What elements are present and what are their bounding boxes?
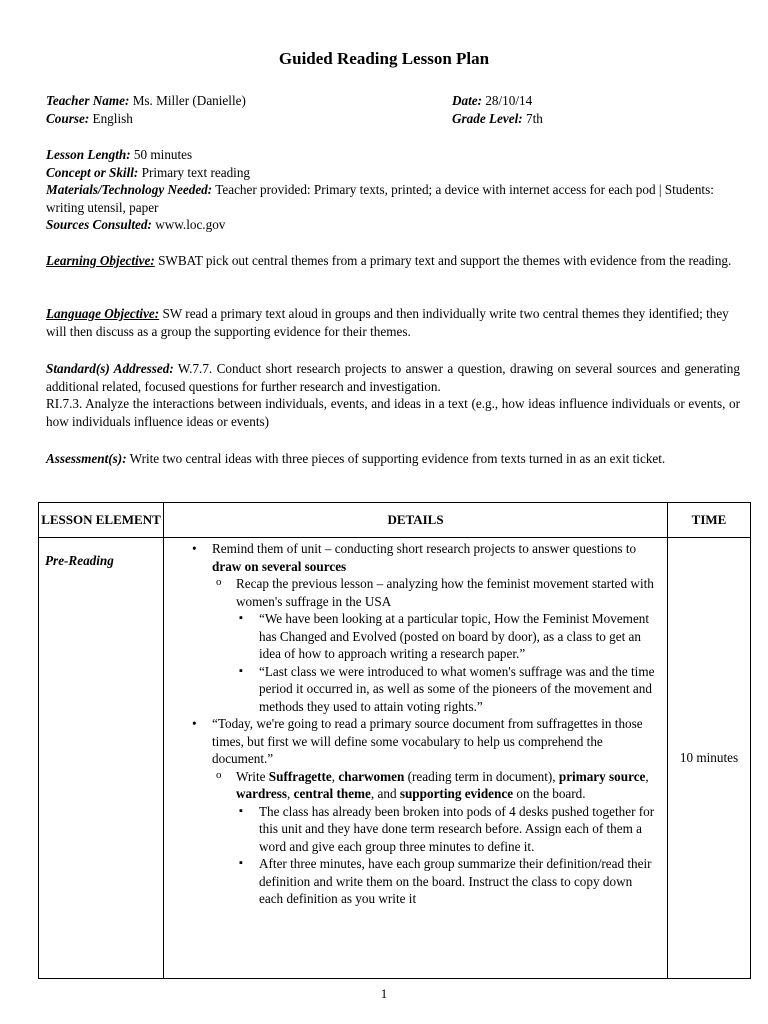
course-value: English bbox=[89, 111, 133, 126]
text: , bbox=[331, 768, 339, 784]
language-objective-label: Language Objective: bbox=[46, 306, 160, 321]
sources-label: Sources Consulted: bbox=[46, 217, 152, 232]
list-item: ▪ After three minutes, have each group summarize their definition/read their definition and write them on the board. Instruct the class to copy down each definition as you write it bbox=[259, 855, 659, 908]
list-item bbox=[212, 715, 659, 908]
list-item bbox=[212, 540, 659, 715]
materials bbox=[46, 181, 740, 216]
materials-value: Teacher provided: Primary texts, printed; a device with internet access for each pod | Students: writing utensil, paper bbox=[46, 182, 714, 215]
lesson-length-value: 50 minutes bbox=[130, 147, 193, 162]
page-number: 1 bbox=[380, 986, 388, 1001]
vocab-term: primary source bbox=[558, 768, 646, 784]
concept-skill bbox=[46, 164, 740, 182]
assessment-label: Assessment(s): bbox=[46, 451, 127, 466]
standard-w77 bbox=[46, 360, 740, 395]
date-line bbox=[452, 92, 532, 110]
lesson-info bbox=[46, 146, 740, 234]
teacher-value: Ms. Miller (Danielle) bbox=[129, 93, 246, 108]
lesson-table bbox=[38, 502, 751, 979]
list-item: ▪ “Last class we were introduced to what women's suffrage was and the time period it occurred in, as well as some of the pioneers of the movement and methods they used to attain voting rights.” bbox=[259, 663, 659, 716]
date-value: 28/10/14 bbox=[482, 93, 533, 108]
learning-objective-label: Learning Objective: bbox=[46, 253, 155, 268]
standards bbox=[46, 360, 740, 430]
concept-skill-label: Concept or Skill: bbox=[46, 164, 139, 180]
bullet-bold-text: draw on several sources bbox=[212, 558, 347, 574]
details-cell bbox=[164, 538, 668, 979]
sub-sub-list bbox=[236, 610, 659, 715]
course-label: Course: bbox=[46, 111, 90, 126]
details-list bbox=[164, 540, 659, 908]
date-label: Date: bbox=[452, 93, 483, 108]
document-title: Guided Reading Lesson Plan bbox=[278, 49, 490, 68]
lesson-length bbox=[46, 146, 740, 164]
time-cell: 10 minutes bbox=[668, 538, 751, 979]
sub-sub-list bbox=[236, 803, 659, 908]
course-line bbox=[46, 110, 740, 128]
sub-list bbox=[212, 768, 659, 908]
teacher-label: Teacher Name: bbox=[46, 93, 130, 108]
vocab-term: Suffragette bbox=[268, 768, 332, 784]
grade-value: 7th bbox=[522, 111, 543, 126]
text: , bbox=[287, 786, 294, 801]
standard-ri73: RI.7.3. Analyze the interactions between individuals, events, and ideas in a text (e.g., how ideas influence individuals or events, or how individuals influence ideas or events) bbox=[46, 396, 740, 429]
bullet-text: “Today, we're going to read a primary source document from suffragettes in those times, but first we will define some vocabulary to help us comprehend the document.” bbox=[212, 716, 643, 766]
assessment bbox=[46, 450, 740, 468]
lesson-length-label: Lesson Length: bbox=[46, 147, 131, 162]
language-objective-value: SW read a primary text aloud in groups and then individually write two central themes they identified; they will then discuss as a group the supporting evidence for their themes. bbox=[46, 306, 729, 339]
sources-value: www.loc.gov bbox=[151, 217, 226, 232]
bullet-text: Remind them of unit – conducting short research projects to answer questions to bbox=[212, 541, 637, 556]
list-item bbox=[236, 768, 659, 908]
list-item bbox=[236, 575, 659, 715]
lesson-element-cell: Pre-Reading bbox=[39, 538, 164, 979]
text: Write bbox=[236, 768, 269, 784]
header-lesson-element: LESSON ELEMENT bbox=[39, 503, 164, 538]
vocab-term: wardress bbox=[236, 786, 288, 801]
language-objective bbox=[46, 305, 740, 340]
sources bbox=[46, 216, 740, 234]
vocab-term: supporting evidence bbox=[399, 786, 514, 801]
header-details: DETAILS bbox=[164, 503, 668, 538]
sub-bullet-text: Recap the previous lesson – analyzing how the feminist movement started with women's suffrage in the USA bbox=[236, 576, 654, 609]
grade-label: Grade Level: bbox=[452, 111, 523, 126]
table-row bbox=[39, 538, 751, 979]
list-item: ▪ “We have been looking at a particular topic, How the Feminist Movement has Changed and Evolved (posted on board by door), as a class to get an idea of how to approach writing a research paper.” bbox=[259, 610, 659, 663]
list-item: ▪ The class has already been broken into pods of 4 desks pushed together for this unit and they have done term research before. Assign each of them a word and give each group three minutes to define it. bbox=[259, 803, 659, 856]
header-time: TIME bbox=[668, 503, 751, 538]
learning-objective-value: SWBAT pick out central themes from a primary text and support the themes with evidence from the reading. bbox=[154, 253, 732, 268]
text: on the board. bbox=[513, 786, 586, 801]
grade-line bbox=[452, 110, 543, 128]
table-header-row bbox=[39, 503, 751, 538]
text: , and bbox=[370, 786, 400, 801]
text: , bbox=[645, 768, 649, 784]
concept-skill-value: Primary text reading bbox=[138, 164, 251, 180]
text: (reading term in document), bbox=[404, 768, 559, 784]
standards-label: Standard(s) Addressed: bbox=[46, 361, 174, 376]
materials-label: Materials/Technology Needed: bbox=[46, 182, 213, 197]
assessment-value: Write two central ideas with three pieces of supporting evidence from texts turned in as an exit ticket. bbox=[126, 451, 666, 466]
learning-objective bbox=[46, 252, 740, 270]
sub-list bbox=[212, 575, 659, 715]
vocab-term: charwomen bbox=[338, 768, 405, 784]
standard-w77-text: W.7.7. Conduct short research projects to answer a question, drawing on several sources and generating additional related, focused questions for further research and investigation. bbox=[46, 361, 740, 394]
vocab-term: central theme bbox=[293, 786, 371, 801]
teacher-line bbox=[46, 92, 740, 110]
